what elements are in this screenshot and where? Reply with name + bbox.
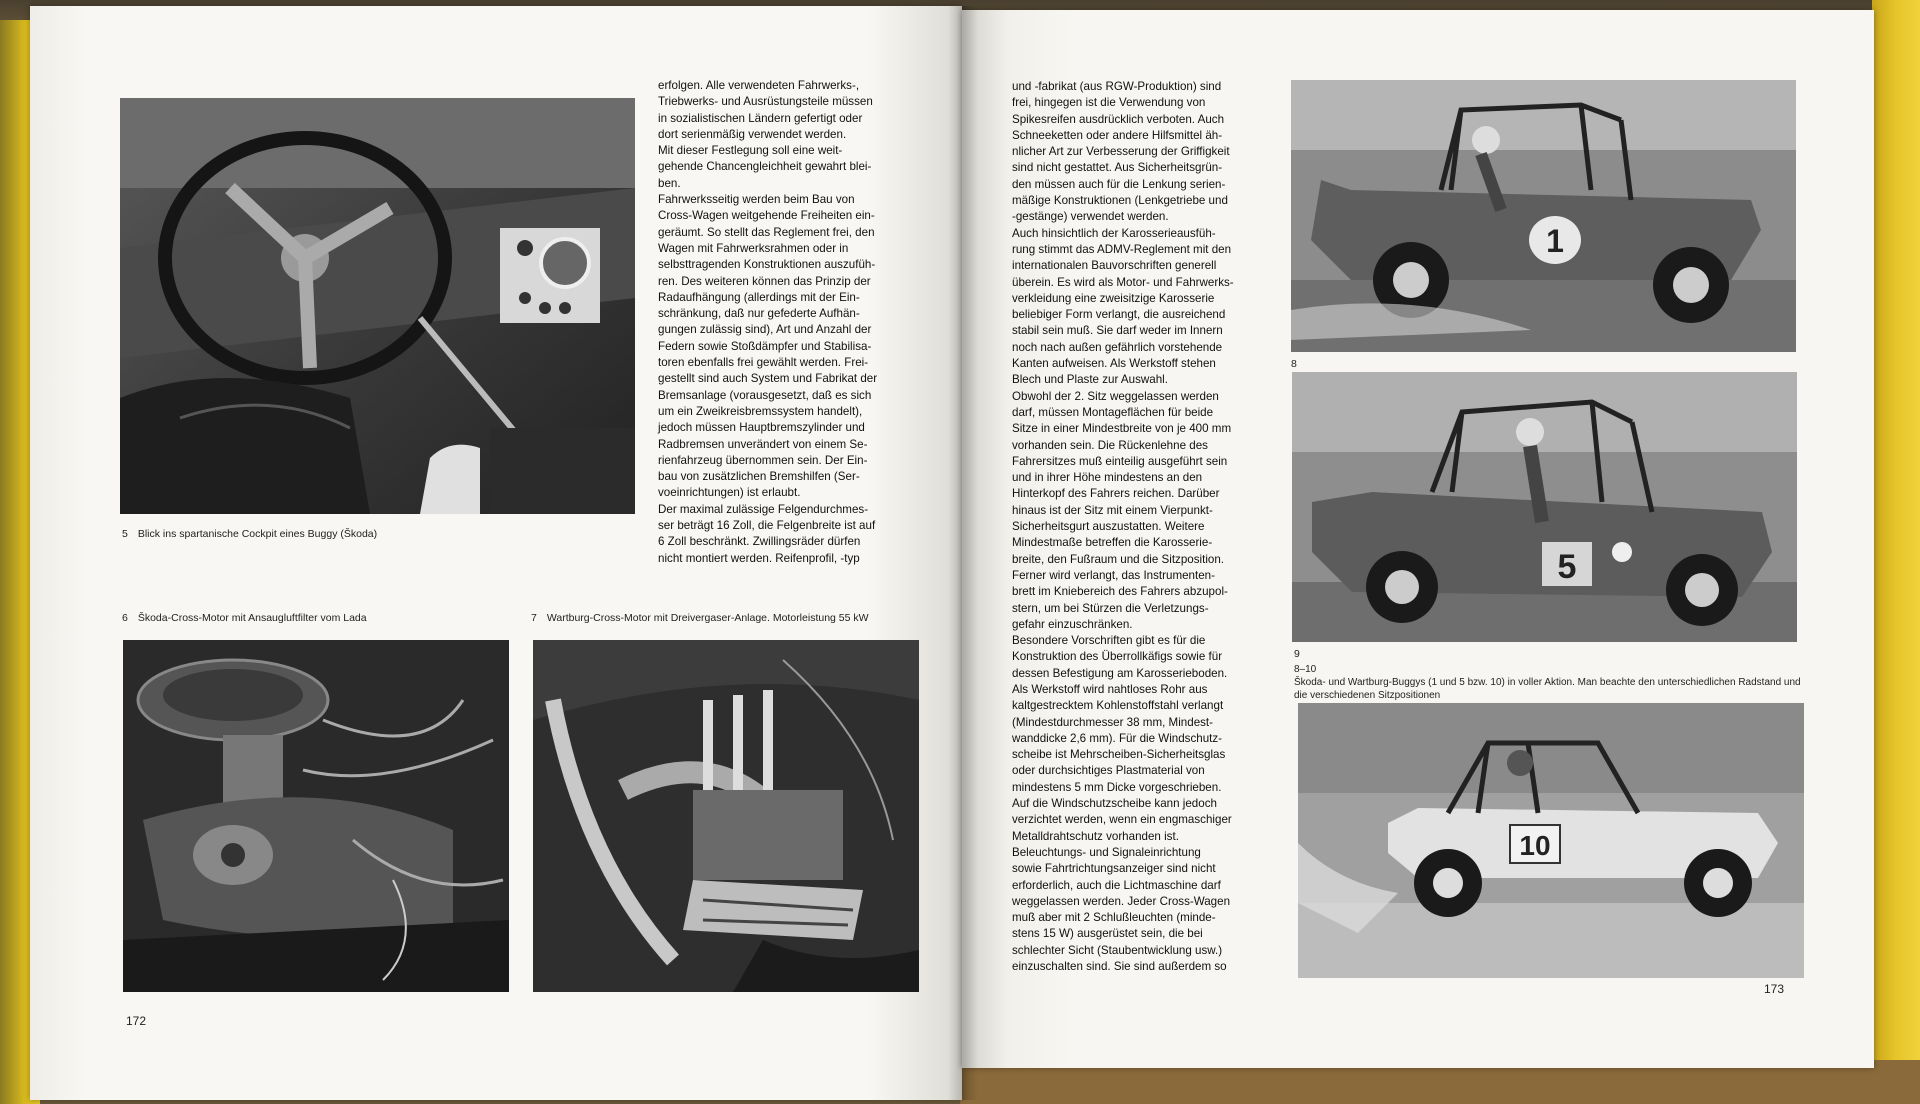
car-number-5: 5 (1557, 548, 1577, 586)
photo-wartburg-engine (533, 640, 919, 992)
car-number-10: 10 (1519, 830, 1551, 861)
body-text-right: und -fabrikat (aus RGW-Produktion) sind frei, hingegen ist die Verwendung von Spikesreifen ausdrücklich verboten. Auch Schneeketten oder andere Hilfsmittel äh- nlicher Art zur Verbesserung der Griffigkeit sind nicht gestattet. Aus Sicherheitsgrün- den müssen auch für die Lenkung serien- mäßige Konstruktionen (Lenkgetriebe und -gestänge) verwendet werden. Auch hinsichtlich der Karosserieausfüh- rung stimmt das ADMV-Reglement mit den internationalen Bauvorschriften generell überein. Es wird als Motor- und Fahrwerks- verkleidung eine zweisitzige Karosserie beliebiger Form verlangt, die ausreichend stabil sein muß. Sie darf weder im Innern noch nach außen gefährlich vorstehende Kanten aufweisen. Als Werkstoff stehen Blech und Plaste zur Auswahl. Obwohl der 2. Sitz weggelassen werden darf, müssen Montageflächen für beide Sitze in einer Mindestbreite von je 400 mm vorhanden sein. Die Rückenlehne des Fahrersitzes muß einteilig ausgeführt sein und in ihrer Höhe mindestens an den Hinterkopf des Fahrers reichen. Darüber hinaus ist der Sitz mit einem Vierpunkt- Sicherheitsgurt auszustatten. Weitere Mindestmaße betreffen die Karosserie- breite, den Fußraum und die Sitzposition. Ferner wird verlangt, das Instrumenten- brett im Kniebereich des Fahrers abzupol- stern, um bei Stürzen die Verletzungs- gefahr einzuschränken. Besondere Vorschriften gibt es für die Konstruktion des Überrollkäfigs sowie für dessen Befestigung am Karosserieboden. Als Werkstoff wird nahtloses Rohr aus kaltgestrecktem Kohlenstoffstahl verlangt (Mindestdurchmesser 38 mm, Mindest- wanddicke 2,6 mm). Für die Windschutz- scheibe ist Mehrscheiben-Sicherheitsglas oder durchsichtiges Plastmaterial von mindestens 5 mm Dicke vorgeschrieben. Auf die Windschutzscheibe kann jedoch verzichtet werden, wenn ein engmaschiger Metalldrahtschutz vorhanden ist. Beleuchtungs- und Signaleinrichtung sowie Fahrtrichtungsanzeiger sind nicht erforderlich, auch die Lichtmaschine darf weggelassen werden. Jeder Cross-Wagen muß aber mit 2 Schlußleuchten (minde- stens 15 W) ausgerüstet sein, die bei schlechter Sicht (Staubentwicklung usw.) einzuschalten sind. Sie sind außerdem so (1012, 80, 1234, 974)
photo-buggy-5 (1292, 372, 1797, 642)
caption-photo-8: 8 (1291, 358, 1297, 370)
photo-skoda-engine (123, 640, 509, 992)
page-number-left: 172 (126, 1014, 147, 1028)
photo-buggy-10 (1298, 703, 1804, 978)
page-number-right: 173 (1764, 982, 1785, 996)
caption-photo-9: 9 (1294, 648, 1300, 660)
book-cover-right (1872, 0, 1920, 1104)
caption-photos-8-10: 8–10 Škoda- und Wartburg-Buggys (1 und 5 bzw. 10) in voller Aktion. Man beachte den unterschiedlichen Radstand und die verschiedenen Sitzpositionen (1294, 664, 1801, 701)
caption-photo-5: 5 Blick ins spartanische Cockpit eines Buggy (Škoda) (122, 528, 378, 540)
caption-photo-7: 7 Wartburg-Cross-Motor mit Dreivergaser-Anlage. Motorleistung 55 kW (531, 612, 869, 624)
caption-photo-6: 6 Škoda-Cross-Motor mit Ansaugluftfilter vom Lada (122, 612, 367, 624)
photo-buggy-1 (1291, 80, 1796, 352)
photo-cockpit (120, 98, 635, 514)
car-number-1: 1 (1546, 223, 1564, 259)
body-text-left: erfolgen. Alle verwendeten Fahrwerks-, Triebwerks- und Ausrüstungsteile müssen in sozialistischen Ländern gefertigt oder dort serienmäßig verwendet werden. Mit dieser Festlegung soll eine weit- gehende Chancengleichheit gewahrt blei- ben. Fahrwerksseitig werden beim Bau von Cross-Wagen weitgehende Freiheiten ein- geräumt. So stellt das Reglement frei, den Wagen mit Fahrwerksrahmen oder in selbsttragenden Konstruktionen auszufüh- ren. Des weiteren können das Prinzip der Radaufhängung (allerdings mit der Ein- schränkung, daß nur gefederte Aufhän- gungen zulässig sind), Art und Anzahl der Federn sowie Stoßdämpfer und Stabilisa- toren ebenfalls frei gewählt werden. Frei- gestellt sind auch System und Fabrikat der Bremsanlage (vorausgesetzt, daß es sich um ein Zweikreisbremssystem handelt), jedoch müssen Hauptbremszylinder und Radbremsen unverändert von einem Se- rienfahrzeug übernommen sein. Der Ein- bau von zusätzlichen Bremshilfen (Ser- voeinrichtungen) ist erlaubt. Der maximal zulässige Felgendurchmes- ser beträgt 16 Zoll, die Felgenbreite ist auf 6 Zoll beschränkt. Zwillingsräder dürfen nicht montiert werden. Reifenprofil, -typ (658, 79, 878, 565)
book-gutter (948, 6, 978, 1100)
